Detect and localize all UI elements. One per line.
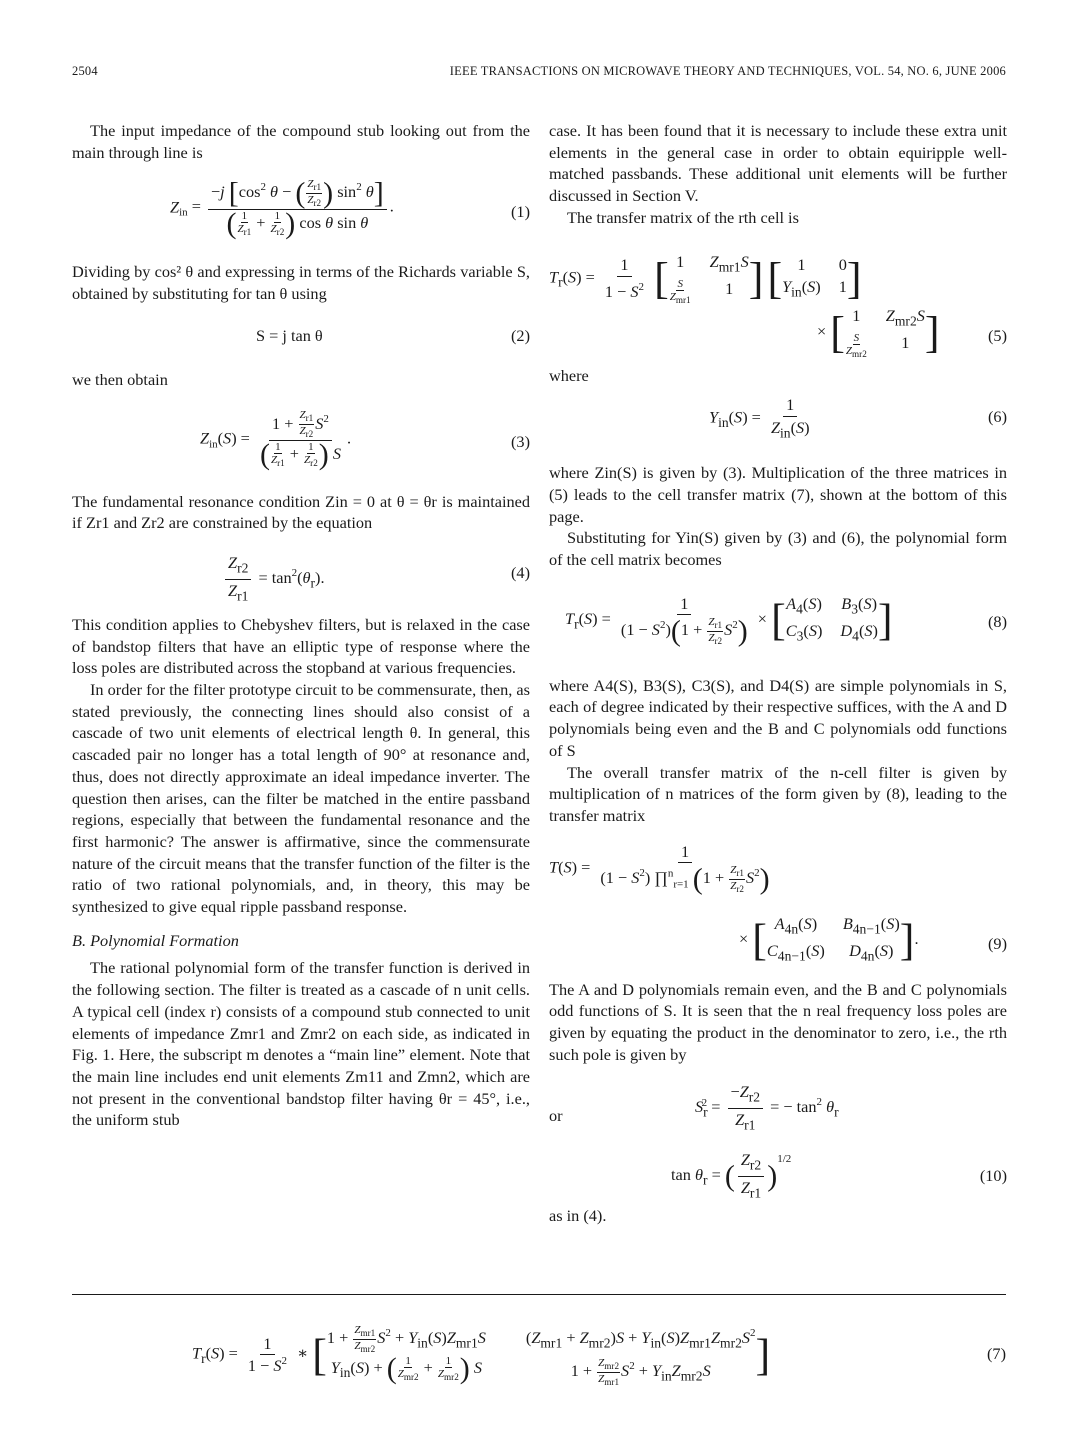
equation-body: $Z_{in}(S)$ = 1 + $\frac{Z_{r1}}{Z_{r2}}$ $S^2$ ( $\frac{1}{Z_{r1}}$ + $\frac{1}{Z_{r2}}$ ) S .	[200, 409, 352, 472]
paragraph: where Zin(S) is given by (3). Multiplication of the three matrices in (5) leads to the cell transfer matrix (7), shown at the bottom of this page.	[549, 463, 1007, 526]
paragraph: where	[549, 365, 589, 385]
equation-body: $Z_{in}$ = −j [$\cos^2$ θ − ( $\frac{Z_{r1}}{Z_{r2}}$ ) $\sin^2 \theta$] ( $\frac{1}{Z_{r1}}$ + $\frac{1}{Z_{r2}}$ ) cos θ sin θ .	[170, 176, 394, 241]
equation-body: $Y_{in}(S)$ = $\frac{1}{Z_{in}(S)}$	[709, 395, 810, 441]
equation-number: (4)	[511, 562, 530, 582]
equation-body: $\frac{Z_{r2}}{Z_{r1}}$ = $\tan^2(\theta_r)$.	[222, 552, 325, 607]
equation-3	[72, 391, 530, 491]
section-heading: B. Polynomial Formation	[72, 930, 239, 950]
paragraph: Substituting for Yin(S) given by (3) and (6), the polynomial form of the cell matrix becomes	[549, 528, 1007, 570]
equation-number: (6)	[988, 407, 1007, 427]
equation-4	[72, 534, 530, 614]
paragraph: This condition applies to Chebyshev filters, but is relaxed in the case of bandstop filters that have an elliptic type of response where the loss poles are distributed across the stopband at various frequencies.	[72, 614, 530, 678]
equation-body: $T_r(S)$ = 1 $(1 - S^2)(1$ + $\frac{Z_{r1}}{Z_{r2}}$ $S^2$) × [ $A_4(S)$ $B_3(S)$ $C_3(S)$ $D_4(S)$ ]	[565, 593, 893, 648]
equation-number: (10)	[979, 1166, 1007, 1186]
equation-number: (8)	[988, 611, 1007, 631]
paragraph: where A4(S), B3(S), C3(S), and D4(S) are simple polynomials in S, each of degree indicated by their respective suffices, with the A and D polynomials being even and the B and C polynomials odd functions of S	[549, 675, 1007, 760]
equation-body: $\tan \theta_r$ = ( $\frac{Z_{r2}}{Z_{r1}}$ )$^{1/2}$	[671, 1150, 792, 1201]
equation-number: (3)	[511, 431, 530, 451]
equation-body: $S_r^2$ = $\frac{-Z_{r2}}{Z_{r1}}$ = − $\tan^2 \theta_r$	[695, 1082, 839, 1133]
equation-body: S = j tan θ	[256, 325, 323, 345]
equation-5	[549, 229, 1007, 365]
equation-10	[549, 1065, 1007, 1205]
equation-8	[549, 571, 1007, 675]
equation-number: (9)	[988, 933, 1007, 953]
equation-body: T(S) = 1 $(1 - S^2)$ ∏$^n_{r=1}$ (1 + $\frac{Z_{r1}}{Z_{r2}}$ $S^2$)	[549, 841, 770, 896]
paragraph: The transfer matrix of the rth cell is	[567, 207, 799, 227]
conjunction-or: or	[549, 1106, 563, 1126]
equation-number: (5)	[988, 325, 1007, 345]
equation-7	[72, 1318, 1006, 1398]
left-column	[72, 120, 530, 1131]
equation-body: $T_r(S)$ = $\frac{1}{1 - S^2}$ [ 1 $Z_{mr1}S$ S $Z_{mr1}$ 1 ] [ 1 0 $Y_{in}(S)$ 1 ]	[549, 251, 862, 305]
paragraph: The A and D polynomials remain even, and the B and C polynomials odd functions of S. It is seen that the n real frequency loss poles are given by equating the product in the denominator to zero, i.e., the rth such pole is given by	[549, 979, 1007, 1064]
equation-body-continued: × [ 1 $Z_{mr2}S$ S $Z_{mr2}$ 1 ]	[817, 305, 940, 359]
equation-body-continued: × [ $A_{4n}(S)$ $B_{4n-1}(S)$ $C_{4n-1}(S)$ $D_{4n}(S)$ ].	[739, 913, 919, 965]
journal-running-title: IEEE TRANSACTIONS ON MICROWAVE THEORY AND TECHNIQUES, VOL. 54, NO. 6, JUNE 2006	[449, 64, 1006, 78]
paragraph: we then obtain	[72, 369, 168, 389]
equation-body: $T_r(S)$ = $\frac{1}{1 - S^2}$ ∗ [ 1 + $Z_{mr1}$ $Z_{mr2}$ $S^2 + Y_{in}(S)Z_{mr1}S$ $(Z_{mr1} + Z_{mr2})S + Y_{in}(S)Z_{mr1}Z_{mr2}S^2$ $Y_{in}(S)$ + ( 1 $Z_{mr2}$ + 1 $Z_{mr2}$ ) S 1 + $Z_{mr2}$ $Z_{mr1}$ $S^2 + Y_{in}Z_{mr2}S$ ]	[192, 1323, 771, 1387]
paragraph: The rational polynomial form of the transfer function is derived in the following section. The filter is treated as a cascade of n unit cells. A typical cell (index r) consists of a compound stub connected to unit elements of impedance Zmr1 and Zmr2 on each side, as indicated in Fig. 1. Here, the subscript m denotes a “main line” element. Note that the main line includes end unit elements Zm11 and Zmn2, which are not present in the conventional bandstop filter having θr = 45°, i.e., the uniform stub	[72, 958, 530, 1130]
paragraph: as in (4).	[549, 1206, 607, 1226]
paragraph: The input impedance of the compound stub looking out from the main through line is	[72, 121, 530, 162]
equation-number: (1)	[511, 202, 530, 222]
equation-number: (7)	[987, 1344, 1006, 1363]
page-number: 2504	[72, 64, 98, 78]
paragraph: case. It has been found that it is necessary to include these extra unit elements in the general case in order to obtain equiripple well-matched passbands. These additional unit elements will be further discussed in Section V.	[549, 121, 1007, 206]
equation-2	[72, 305, 530, 369]
equation-6	[549, 386, 1007, 462]
paragraph: The overall transfer matrix of the n-cell filter is given by multiplication of n matrices of the form given by (8), leading to the transfer matrix	[549, 762, 1007, 825]
equation-1	[72, 163, 530, 261]
paragraph: The fundamental resonance condition Zin = 0 at θ = θr is maintained if Zr1 and Zr2 are constrained by the equation	[72, 491, 530, 533]
equation-number: (2)	[511, 325, 530, 345]
paragraph: In order for the filter prototype circuit to be commensurate, then, as stated previously, the connecting lines should also consist of a cascade of two unit elements of electrical length θ. In general, this cascaded pair no longer has a total length of 90° at resonance and, thus, does not directly approximate an ideal impedance inverter. The question then arises, can the filter be matched in the entire passband regions, especially that between the fundamental resonance and the first harmonic? The answer is affirmative, since the commensurate nature of the circuit means that the transfer function of the filter is the ratio of two rational polynomials, and, in theory, this may be synthesized to give equal ripple passband response.	[72, 680, 530, 917]
paragraph: Dividing by cos² θ and expressing in terms of the Richards variable S, obtained by substituting for tan θ using	[72, 262, 530, 304]
right-column	[549, 120, 1007, 1227]
equation-9	[549, 827, 1007, 979]
bottom-rule	[72, 1294, 1006, 1295]
